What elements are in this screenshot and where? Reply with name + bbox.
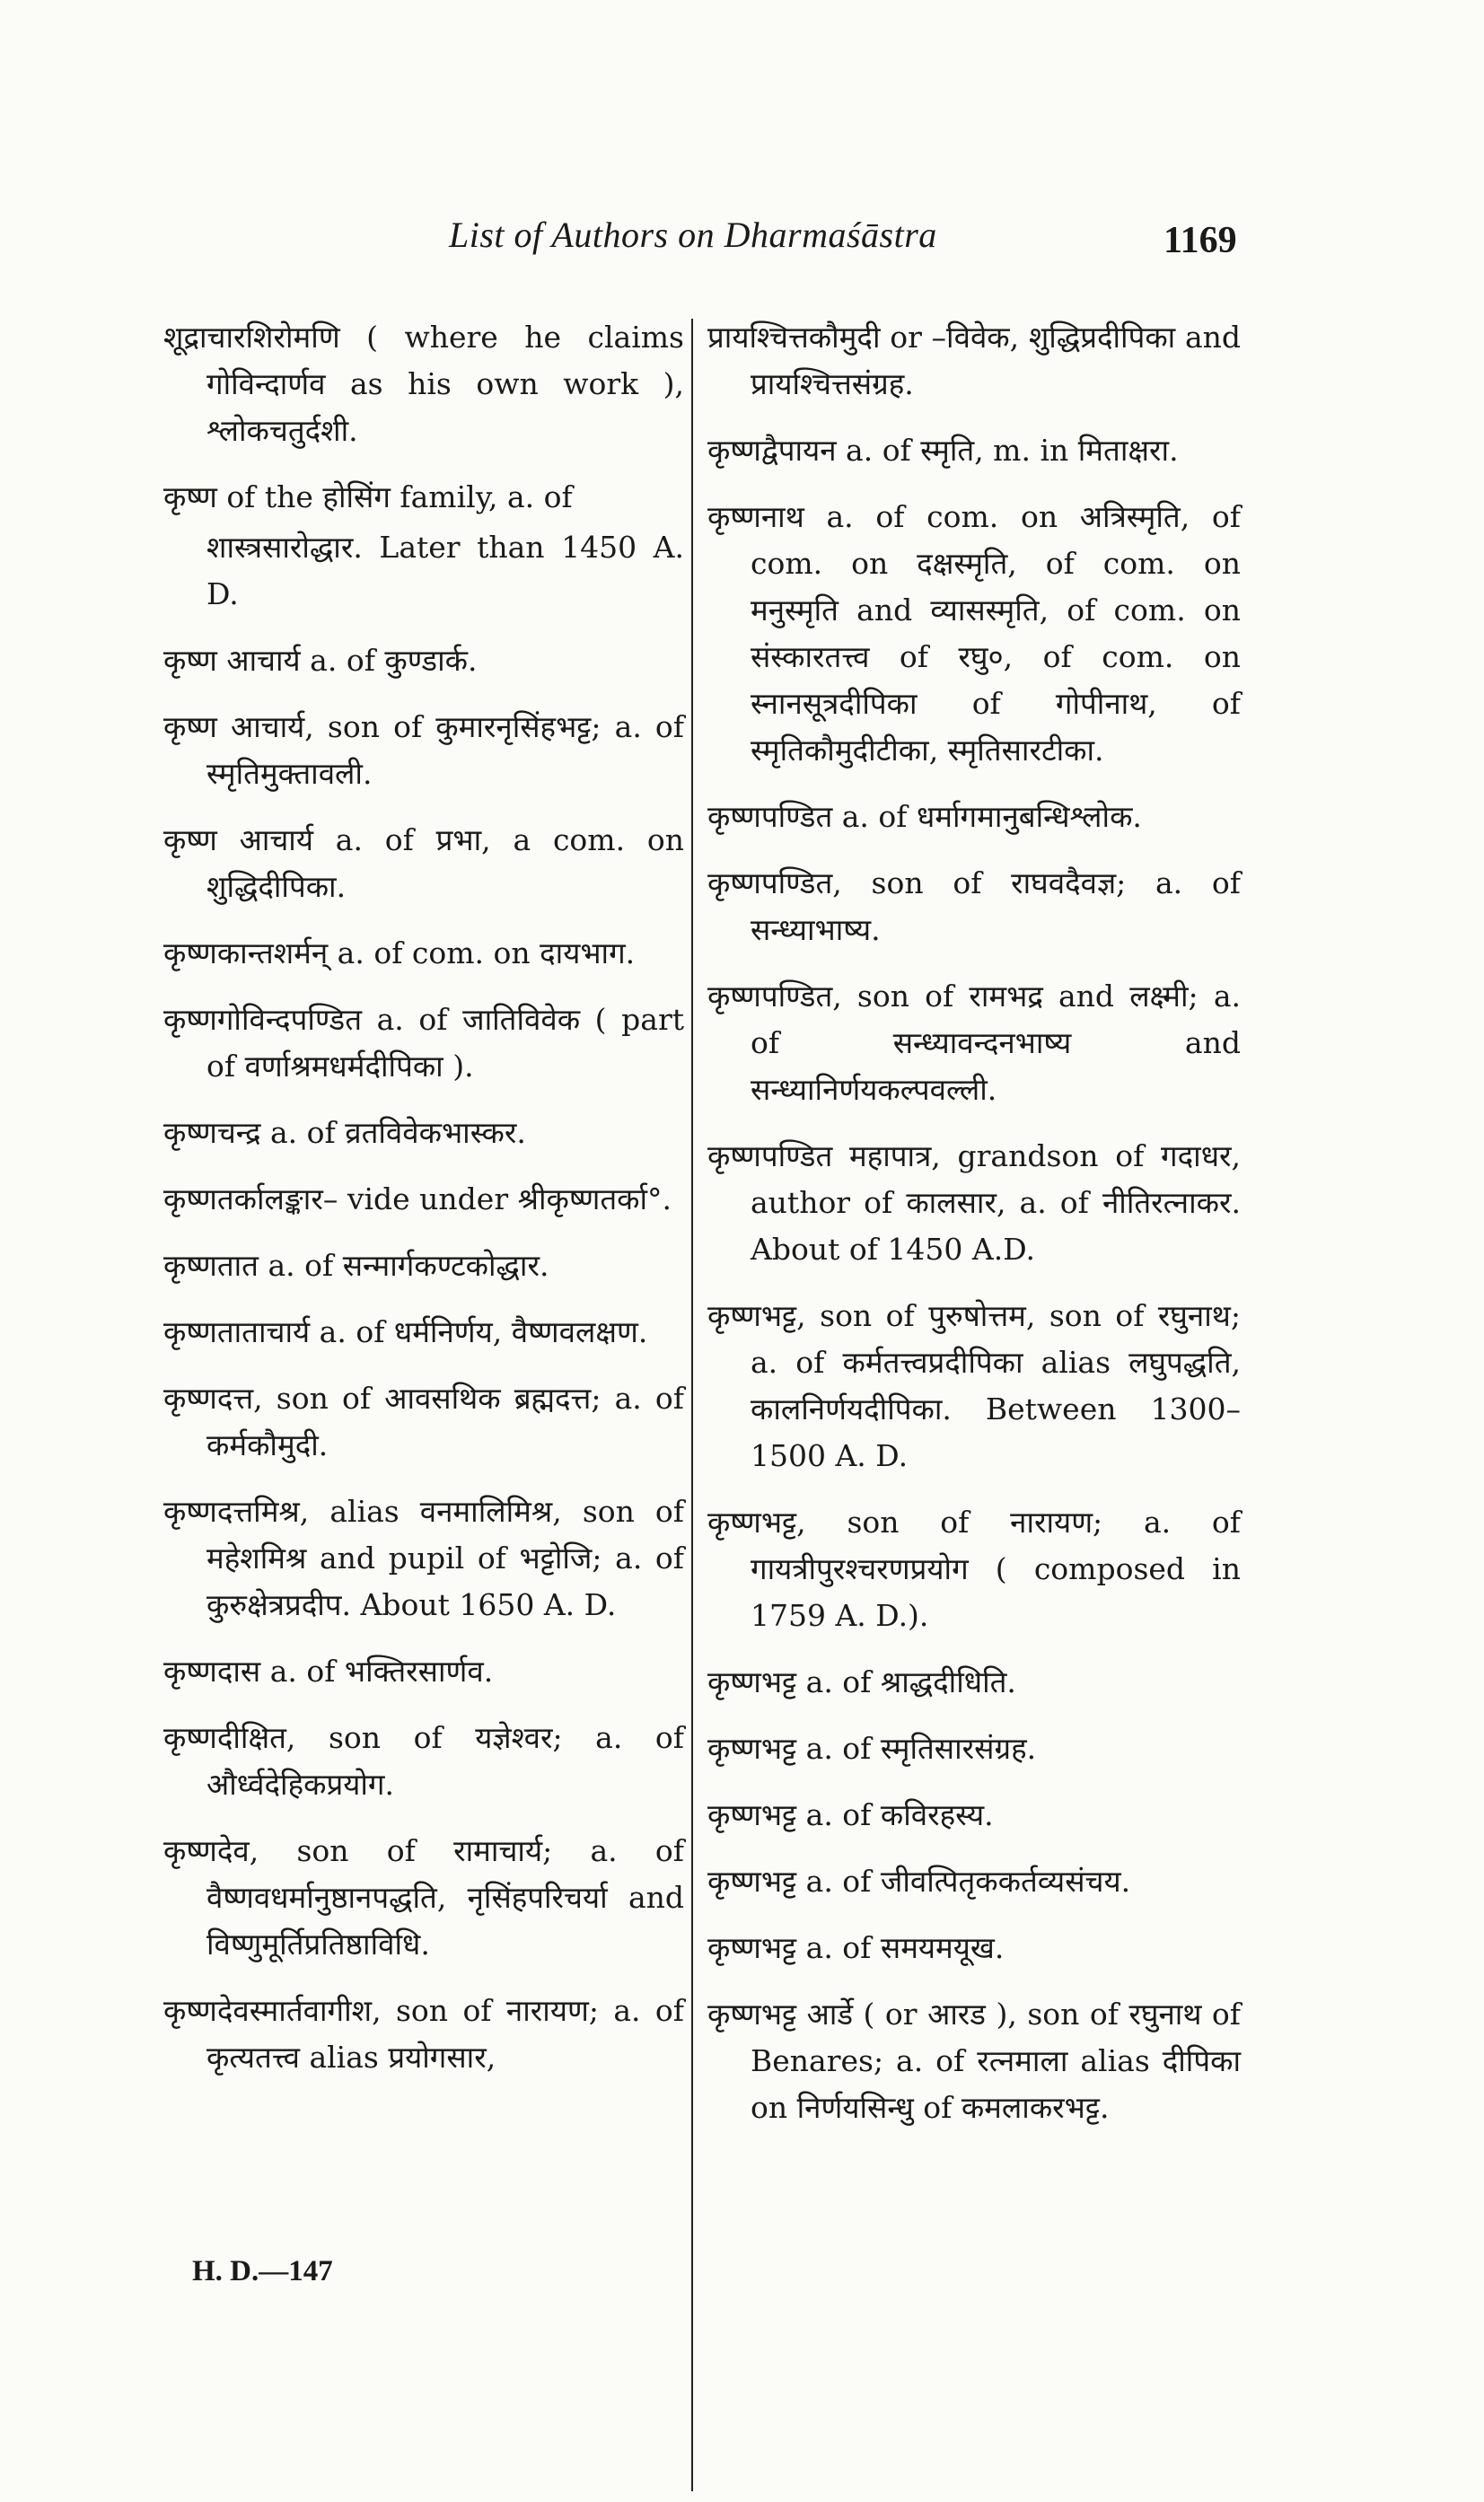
right-column	[707, 314, 1241, 2151]
entry: कृष्णभट्ट आर्डे ( or आरड ), son of रघुनाथ of Benares; a. of रत्नमाला alias दीपिका on निर्णयसिन्धु of कमलाकरभट्ट.	[707, 1997, 1241, 2125]
entry: कृष्णगोविन्दपण्डित a. of जातिविवेक ( part of वर्णाश्रमधर्मदीपिका ).	[163, 1002, 684, 1084]
entry: प्रायश्चित्तकौमुदी or –विवेक, शुद्धिप्रदीपिका and प्रायश्चित्तसंग्रह.	[707, 320, 1241, 401]
entry: कृष्ण आचार्य a. of प्रभा, a com. on शुद्धिदीपिका.	[163, 822, 684, 904]
entry: कृष्णदेव, son of रामाचार्य; a. of वैष्णवधर्मानुष्ठानपद्धति, नृसिंहपरिचर्या and विष्णुमूर्तिप्रतिष्ठाविधि.	[163, 1833, 684, 1962]
left-column	[163, 314, 684, 2101]
entry: कृष्णदेवस्मार्तवागीश, son of नारायण; a. of कृत्यतत्त्व alias प्रयोगसार,	[163, 1993, 684, 2075]
entry: कृष्णनाथ a. of com. on अत्रिस्मृति, of com. on दक्षस्मृति, of com. on मनुस्मृति and व्यासस्मृति, of com. on संस्कारतत्त्व of रघु०, of com. on स्नानसूत्रदीपिका of गोपीनाथ, of स्मृतिकौमुदीटीका, स्मृतिसारटीका.	[707, 499, 1241, 768]
entry: कृष्णदत्तमिश्र, alias वनमालिमिश्र, son of महेशमिश्र and pupil of भट्टोजि; a. of कुरुक्षेत्रप्रदीप. About 1650 A. D.	[163, 1494, 684, 1622]
entry: कृष्णदत्त, son of आवसथिक ब्रह्मदत्त; a. of कर्मकौमुदी.	[163, 1381, 684, 1462]
column-divider	[691, 319, 693, 2491]
entry: कृष्णभट्ट a. of श्राद्धदीधिति.	[707, 1664, 1016, 1699]
page-number: 1169	[1163, 220, 1237, 261]
entry: कृष्णतर्कालङ्कार– vide under श्रीकृष्णतर्का°.	[163, 1181, 672, 1216]
entry: कृष्णद्वैपायन a. of स्मृति, m. in मिताक्षरा.	[707, 433, 1179, 468]
entry: शूद्राचारशिरोमणि ( where he claims गोविन्दार्णव as his own work ), श्लोकचतुर्दशी.	[163, 320, 684, 448]
entry: कृष्ण आचार्य a. of कुण्डार्क.	[163, 643, 478, 678]
entry: कृष्णभट्ट a. of कविरहस्य.	[707, 1797, 994, 1832]
entry: कृष्णभट्ट a. of समयमयूख.	[707, 1930, 1005, 1965]
running-title: List of Authors on Dharmaśāstra	[449, 215, 937, 255]
entry: कृष्णपण्डित, son of राघवदैवज्ञ; a. of सन्ध्याभाष्य.	[707, 865, 1241, 947]
entry: कृष्णपण्डित महापात्र, grandson of गदाधर, author of कालसार, a. of नीतिरत्नाकर. About of 1450 A.D.	[707, 1138, 1241, 1267]
signature-mark: H. D.—147	[192, 2255, 333, 2287]
entry: कृष्णदास a. of भक्तिरसार्णव.	[163, 1654, 494, 1689]
entry: कृष्ण आचार्य, son of कुमारनृसिंहभट्ट; a. of स्मृतिमुक्तावली.	[163, 709, 684, 791]
entry: कृष्णतात a. of सन्मार्गकण्टकोद्धार.	[163, 1248, 549, 1283]
entry: कृष्णभट्ट, son of पुरुषोत्तम, son of रघुनाथ; a. of कर्मतत्त्वप्रदीपिका alias लघुपद्धति, कालनिर्णयदीपिका. Between 1300–1500 A. D.	[707, 1298, 1241, 1473]
entry: शास्त्रसारोद्धार. Later than 1450 A. D.	[206, 530, 684, 611]
entry: कृष्णदीक्षित, son of यज्ञेश्वर; a. of और्ध्वदेहिकप्रयोग.	[163, 1720, 684, 1802]
entry: कृष्णचन्द्र a. of व्रतविवेकभास्कर.	[163, 1115, 526, 1150]
entry: कृष्णभट्ट a. of स्मृतिसारसंग्रह.	[707, 1731, 1037, 1766]
entry: कृष्णभट्ट, son of नारायण; a. of गायत्रीपुरश्चरणप्रयोग ( composed in 1759 A. D.).	[707, 1505, 1241, 1633]
entry: कृष्णपण्डित, son of रामभद्र and लक्ष्मी; a. of सन्ध्यावन्दनभाष्य and सन्ध्यानिर्णयकल्पवल्ली.	[707, 979, 1241, 1107]
entry: कृष्णभट्ट a. of जीवत्पितृककर्तव्यसंचय.	[707, 1864, 1131, 1899]
entry: कृष्णताताचार्य a. of धर्मनिर्णय, वैष्णवलक्षण.	[163, 1314, 648, 1349]
entry: कृष्णपण्डित a. of धर्मागमानुबन्धिश्लोक.	[707, 799, 1142, 834]
entry: कृष्णकान्तशर्मन् a. of com. on दायभाग.	[163, 935, 636, 970]
entry: कृष्ण of the होसिंग family, a. of	[163, 479, 573, 514]
